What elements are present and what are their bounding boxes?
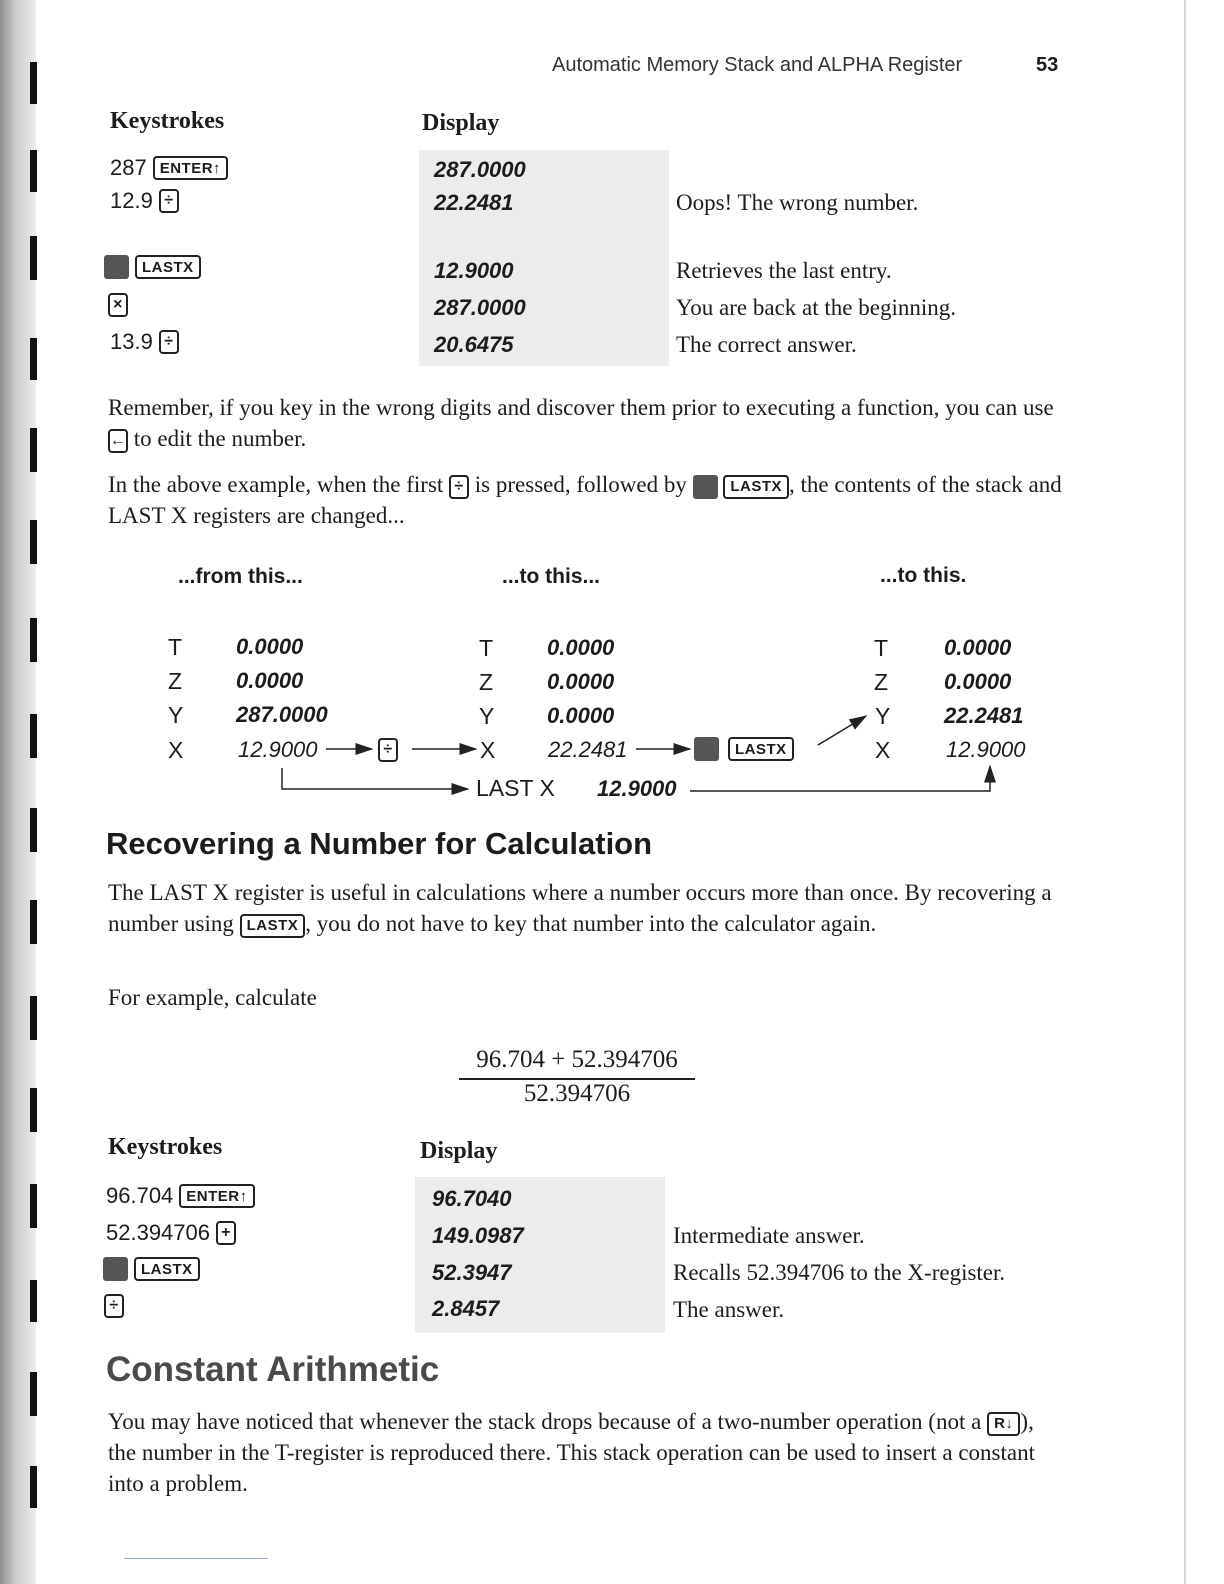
lastx-register-label: LAST X (476, 775, 555, 801)
constant-paragraph (108, 1406, 1063, 1499)
plus-key: + (216, 1221, 236, 1245)
stack-value: 0.0000 (547, 703, 615, 728)
lastx-key: LASTX (723, 475, 789, 499)
binding-ring (30, 1372, 37, 1416)
keystrokes-heading: Keystrokes (110, 108, 225, 134)
stack-value: 12.9000 (946, 737, 1026, 762)
keystroke-number: 96.704 (106, 1183, 174, 1208)
lastx-key: LASTX (728, 737, 794, 761)
paragraph-text: You may have noticed that whenever the stack drops because of a two-number operation (not a (108, 1409, 982, 1434)
keystroke-number: 52.394706 (106, 1220, 210, 1245)
multiply-key: × (108, 293, 128, 317)
row-note: Retrieves the last entry. (676, 258, 892, 283)
enter-key: ENTER↑ (179, 1184, 254, 1208)
divide-key: ÷ (104, 1294, 124, 1318)
paragraph-text: is pressed, followed by (474, 472, 687, 497)
recovering-paragraph (108, 877, 1063, 939)
section-heading-constant: Constant Arithmetic (106, 1350, 440, 1389)
stack-value: 0.0000 (236, 634, 304, 659)
display-value: 52.3947 (432, 1260, 512, 1285)
binding-ring (30, 996, 37, 1040)
stack-heading-middle: ...to this... (502, 565, 600, 588)
footer-rule (124, 1558, 268, 1559)
stack-label-y: Y (168, 702, 184, 728)
stack-label-x: X (480, 737, 496, 763)
stack-value: 0.0000 (547, 669, 615, 694)
keystroke-number: 287 (110, 155, 147, 180)
keystroke-number: 13.9 (110, 329, 153, 354)
display-value: 2.8457 (432, 1296, 500, 1321)
stack-value: 22.2481 (548, 737, 628, 762)
stack-heading-end: ...to this. (880, 564, 967, 587)
stack-value: 0.0000 (236, 668, 304, 693)
display-value: 287.0000 (434, 157, 526, 182)
divide-key: ÷ (159, 330, 179, 354)
stack-label-y: Y (479, 703, 495, 729)
stack-value: 0.0000 (944, 669, 1012, 694)
paragraph-text: to edit the number. (133, 426, 307, 451)
roll-down-key: R↓ (987, 1412, 1020, 1436)
keystroke-number: 12.9 (110, 188, 153, 213)
lastx-register-value: 12.9000 (597, 776, 677, 801)
shift-key (103, 1257, 128, 1281)
arrow (818, 716, 866, 745)
row-note: You are back at the beginning. (676, 295, 956, 320)
running-header: Automatic Memory Stack and ALPHA Register (552, 54, 963, 76)
display-heading: Display (422, 110, 500, 136)
lastx-key: LASTX (134, 1257, 200, 1281)
divide-key: ÷ (449, 475, 469, 499)
keystroke-row (104, 1294, 124, 1318)
lastx-key: LASTX (240, 914, 306, 938)
page-number: 53 (1036, 54, 1059, 76)
display-value: 287.0000 (434, 295, 526, 320)
row-note: Oops! The wrong number. (676, 190, 919, 215)
display-value: 149.0987 (432, 1223, 524, 1248)
stack-label-y: Y (875, 703, 891, 729)
stack-label-t: T (874, 635, 889, 661)
stack-label-x: X (875, 737, 891, 763)
stack-value: 0.0000 (547, 635, 615, 660)
stack-value: 12.9000 (238, 737, 318, 762)
stack-label-z: Z (479, 669, 494, 695)
stack-value: 0.0000 (944, 635, 1012, 660)
row-note: The correct answer. (676, 332, 857, 357)
display-heading: Display (420, 1138, 498, 1164)
display-value: 20.6475 (434, 332, 514, 357)
paragraph-text: In the above example, when the first (108, 472, 444, 497)
row-note: Recalls 52.394706 to the X-register. (673, 1260, 1006, 1285)
divide-key: ÷ (378, 738, 398, 762)
paragraph-text: Remember, if you key in the wrong digits and discover them prior to executing a function, you can use (108, 395, 1054, 420)
stack-heading-from: ...from this... (178, 565, 303, 588)
fraction-numerator: 96.704 + 52.394706 (476, 1046, 678, 1073)
section-heading-recovering: Recovering a Number for Calculation (106, 826, 653, 861)
paragraph-text: , you do not have to key that number into the calculator again. (305, 911, 877, 936)
stack-label-t: T (168, 634, 183, 660)
binding-ring (30, 1088, 37, 1132)
stack-value: 22.2481 (944, 703, 1024, 728)
fraction-denominator: 52.394706 (523, 1080, 631, 1107)
paragraph-text: ), the number in the T-register is reproduced there. This stack operation can be used to insert a constant into a problem. (108, 1409, 1035, 1496)
shift-key (694, 737, 719, 761)
lastx-return-arrow (690, 766, 990, 791)
keystroke-row (106, 1220, 236, 1246)
stack-label-x: X (168, 737, 184, 763)
keystrokes-heading: Keystrokes (108, 1134, 223, 1160)
row-note: The answer. (673, 1297, 785, 1322)
keystroke-row (103, 1257, 200, 1281)
paragraph-text: The LAST X register is useful in calculations where a number occurs more than once. By recovering a number using (108, 880, 1052, 936)
display-value: 12.9000 (434, 258, 514, 283)
binding-ring (30, 1184, 37, 1228)
lastx-key: LASTX (135, 255, 201, 279)
row-note: Intermediate answer. (673, 1223, 865, 1248)
binding-ring (30, 900, 37, 944)
backspace-key: ← (108, 429, 128, 453)
stack-label-t: T (479, 635, 494, 661)
enter-key: ENTER↑ (153, 156, 228, 180)
display-value: 22.2481 (434, 190, 514, 215)
stack-value: 287.0000 (236, 702, 328, 727)
binding-ring (30, 1466, 37, 1508)
paragraph-text: , the contents of the stack and LAST X registers are changed... (108, 472, 1062, 528)
stack-label-z: Z (168, 668, 183, 694)
keystroke-row (106, 1183, 255, 1209)
lastx-arrow (282, 768, 468, 789)
divide-key: ÷ (159, 189, 179, 213)
example-intro: For example, calculate (108, 985, 317, 1010)
binding-ring (30, 1280, 37, 1322)
display-value: 96.7040 (432, 1186, 512, 1211)
stack-label-z: Z (874, 669, 889, 695)
